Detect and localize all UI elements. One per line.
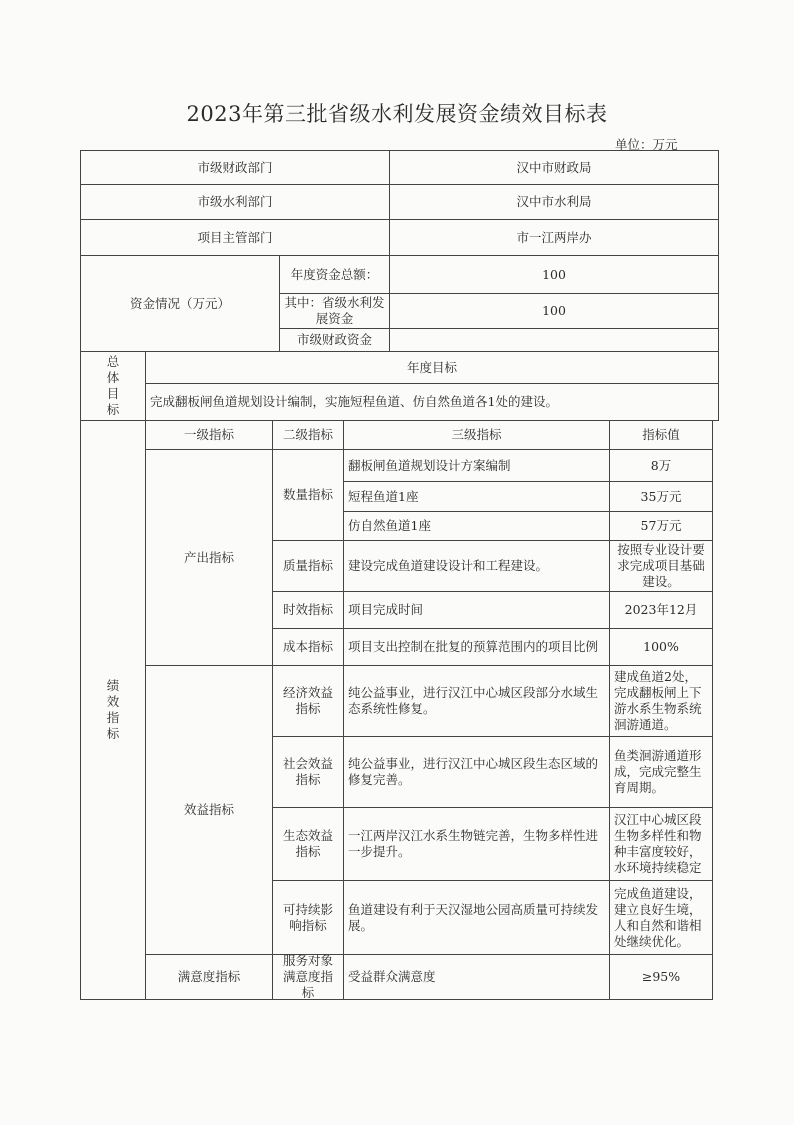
quantity-row-2-text: 短程鱼道1座 bbox=[343, 481, 610, 512]
quantity-indicator-label: 数量指标 bbox=[272, 449, 344, 541]
quantity-row-1-value: 8万 bbox=[609, 449, 713, 482]
social-benefit-label: 社会效益指标 bbox=[272, 736, 344, 808]
sustainability-text: 鱼道建设有利于天汉湿地公园高质量可持续发展。 bbox=[343, 880, 610, 955]
row-label-project-dept: 项目主管部门 bbox=[80, 219, 390, 256]
header-level3: 三级指标 bbox=[343, 420, 610, 450]
satisfaction-text: 受益群众满意度 bbox=[343, 954, 610, 1000]
funds-provincial-value: 100 bbox=[389, 293, 719, 329]
row-label-finance-dept: 市级财政部门 bbox=[80, 150, 390, 185]
overall-target-label: 总体目标 bbox=[80, 351, 146, 421]
quantity-row-1-text: 翻板闸鱼道规划设计方案编制 bbox=[343, 449, 610, 482]
output-indicator-label: 产出指标 bbox=[145, 449, 273, 666]
row-value-finance-dept: 汉中市财政局 bbox=[389, 150, 719, 185]
performance-label: 绩效指标 bbox=[80, 420, 146, 1000]
satisfaction-indicator-label: 满意度指标 bbox=[145, 954, 273, 1000]
quantity-row-3-text: 仿自然鱼道1座 bbox=[343, 511, 610, 541]
ecological-benefit-text: 一江两岸汉江水系生物链完善，生物多样性进一步提升。 bbox=[343, 807, 610, 881]
funds-provincial-label: 其中：省级水利发展资金 bbox=[279, 293, 390, 329]
row-label-water-dept: 市级水利部门 bbox=[80, 184, 390, 220]
cost-indicator-text: 项目支出控制在批复的预算范围内的项目比例 bbox=[343, 628, 610, 666]
satisfaction-value: ≥95% bbox=[609, 954, 713, 1000]
cost-indicator-value: 100% bbox=[609, 628, 713, 666]
sustainability-label: 可持续影响指标 bbox=[272, 880, 344, 955]
economic-benefit-value: 建成鱼道2处，完成翻板闸上下游水系生物系统洄游通道。 bbox=[609, 665, 713, 737]
economic-benefit-label: 经济效益指标 bbox=[272, 665, 344, 737]
annual-target-header: 年度目标 bbox=[145, 351, 719, 384]
timeliness-indicator-label: 时效指标 bbox=[272, 591, 344, 629]
benefit-indicator-label: 效益指标 bbox=[145, 665, 273, 955]
header-level1: 一级指标 bbox=[145, 420, 273, 450]
funds-city-value bbox=[389, 328, 719, 352]
row-value-project-dept: 市一江两岸办 bbox=[389, 219, 719, 256]
quantity-row-3-value: 57万元 bbox=[609, 511, 713, 541]
social-benefit-text: 纯公益事业，进行汉江中心城区段生态区域的修复完善。 bbox=[343, 736, 610, 808]
service-satisfaction-label: 服务对象满意度指标 bbox=[272, 954, 344, 1000]
funds-label: 资金情况（万元） bbox=[80, 255, 280, 352]
header-value: 指标值 bbox=[609, 420, 713, 450]
header-level2: 二级指标 bbox=[272, 420, 344, 450]
row-value-water-dept: 汉中市水利局 bbox=[389, 184, 719, 220]
quality-indicator-value: 按照专业设计要求完成项目基础建设。 bbox=[609, 540, 713, 592]
quality-indicator-text: 建设完成鱼道建设设计和工程建设。 bbox=[343, 540, 610, 592]
ecological-benefit-value: 汉江中心城区段生物多样性和物种丰富度较好，水环境持续稳定 bbox=[609, 807, 713, 881]
timeliness-indicator-text: 项目完成时间 bbox=[343, 591, 610, 629]
funds-total-value: 100 bbox=[389, 255, 719, 294]
page-title: 2023年第三批省级水利发展资金绩效目标表 bbox=[186, 102, 608, 126]
social-benefit-value: 鱼类洄游通道形成，完成完整生育周期。 bbox=[609, 736, 713, 808]
annual-target-text: 完成翻板闸鱼道规划设计编制，实施短程鱼道、仿自然鱼道各1处的建设。 bbox=[145, 383, 719, 421]
quantity-row-2-value: 35万元 bbox=[609, 481, 713, 512]
quality-indicator-label: 质量指标 bbox=[272, 540, 344, 592]
ecological-benefit-label: 生态效益指标 bbox=[272, 807, 344, 881]
funds-city-label: 市级财政资金 bbox=[279, 328, 390, 352]
unit-label: 单位：万元 bbox=[615, 137, 678, 152]
funds-total-label: 年度资金总额： bbox=[279, 255, 390, 294]
timeliness-indicator-value: 2023年12月 bbox=[609, 591, 713, 629]
sustainability-value: 完成鱼道建设，建立良好生境，人和自然和谐相处继续优化。 bbox=[609, 880, 713, 955]
economic-benefit-text: 纯公益事业，进行汉江中心城区段部分水域生态系统性修复。 bbox=[343, 665, 610, 737]
cost-indicator-label: 成本指标 bbox=[272, 628, 344, 666]
